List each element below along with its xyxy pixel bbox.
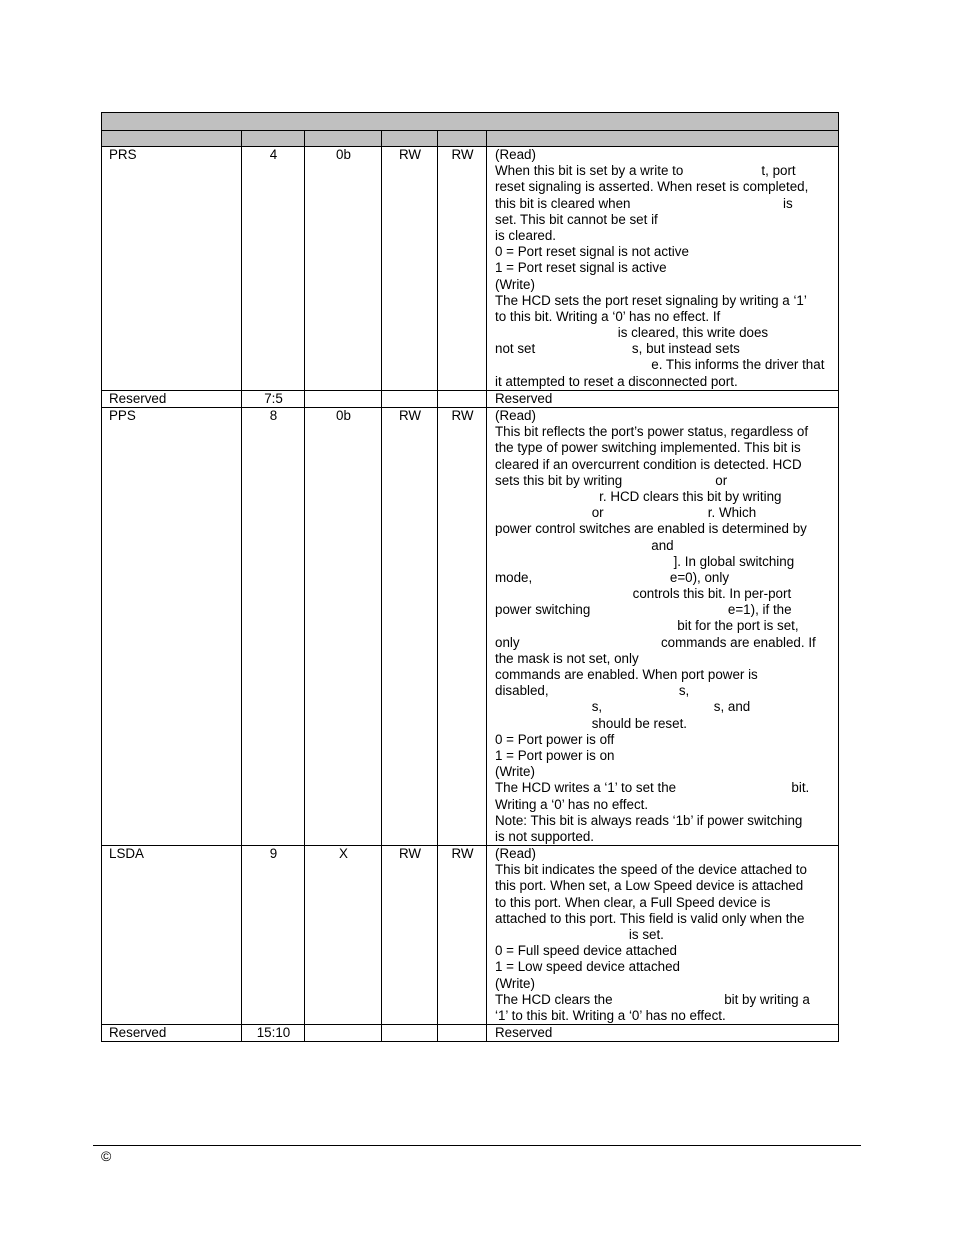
description-line: 0 = Port power is off [495, 731, 615, 747]
description-line: is cleared, this write does [495, 325, 769, 341]
description-line: r. HCD clears this bit by writing [495, 488, 782, 504]
description-line: Writing a ‘0’ has no effect. [495, 796, 649, 812]
default-cell: 0b [305, 408, 382, 846]
description-line: reset signaling is asserted. When reset is completed, [495, 179, 809, 195]
description-line: bit for the port is set, [495, 618, 799, 634]
table-row [102, 390, 839, 407]
description-line: The HCD sets the port reset signaling by writing a ‘1’ [495, 292, 807, 308]
description-line: Reserved [495, 390, 553, 406]
header-hc-access [382, 131, 438, 147]
hcd-access-cell: RW [438, 846, 487, 1025]
description-line: power switching e=1), if the [495, 602, 792, 618]
default-cell: X [305, 846, 382, 1025]
description-line: (Write) [495, 276, 535, 292]
description-line: or r. Which [495, 505, 757, 521]
table-row [102, 147, 839, 391]
bits-cell: 7:5 [242, 390, 305, 407]
field-name-cell: PRS [102, 147, 242, 391]
description-line: (Read) [495, 846, 536, 862]
bits-cell: 15:10 [242, 1025, 305, 1042]
description-line: Note: This bit is always reads ‘1b’ if power switching [495, 812, 803, 828]
description-line: attached to this port. This field is valid only when the [495, 910, 805, 926]
description-line: power control switches are enabled is determined by [495, 521, 807, 537]
description-line: the type of power switching implemented. This bit is [495, 440, 801, 456]
description-line: 1 = Port reset signal is active [495, 260, 667, 276]
description-line: ]. In global switching [495, 553, 795, 569]
bits-cell: 4 [242, 147, 305, 391]
description-line: When this bit is set by a write to t, port [495, 163, 796, 179]
hc-access-cell [382, 1025, 438, 1042]
field-name-cell: LSDA [102, 846, 242, 1025]
description-line: (Read) [495, 147, 536, 162]
field-name-cell: Reserved [102, 1025, 242, 1042]
description-cell [487, 1025, 839, 1042]
description-line: only commands are enabled. If [495, 634, 816, 650]
table-title-row [102, 113, 839, 131]
register-field-table [101, 112, 839, 1042]
table-row [102, 846, 839, 1025]
description-line: e. This informs the driver that [495, 357, 825, 373]
description-line: the mask is not set, only [495, 650, 639, 666]
footer-divider [93, 1145, 861, 1146]
description-line: is cleared. [495, 227, 557, 243]
footer-copyright: © [101, 1148, 112, 1164]
table-title [102, 113, 839, 131]
description-line: set. This bit cannot be set if [495, 211, 658, 227]
header-field [102, 131, 242, 147]
description-line: Reserved [495, 1025, 553, 1041]
table-header-row [102, 131, 839, 147]
default-cell [305, 1025, 382, 1042]
description-line: cleared if an overcurrent condition is detected. HCD [495, 456, 802, 472]
description-line: This bit reflects the port’s power status, regardless of [495, 424, 809, 440]
description-line: this port. When set, a Low Speed device is attached [495, 878, 804, 894]
bits-cell: 9 [242, 846, 305, 1025]
description-line: is set. [495, 927, 664, 943]
hc-access-cell: RW [382, 846, 438, 1025]
header-default [305, 131, 382, 147]
hcd-access-cell [438, 390, 487, 407]
description-line: 0 = Port reset signal is not active [495, 244, 689, 260]
description-line: (Write) [495, 975, 535, 991]
bits-cell: 8 [242, 408, 305, 846]
description-line: 1 = Port power is on [495, 747, 615, 763]
header-bits [242, 131, 305, 147]
default-cell: 0b [305, 147, 382, 391]
description-line: this bit is cleared when is [495, 195, 793, 211]
description-line: (Read) [495, 408, 536, 424]
description-line: commands are enabled. When port power is [495, 667, 758, 683]
description-line: should be reset. [495, 715, 688, 731]
description-line: and [495, 537, 674, 553]
description-line: to this port. When clear, a Full Speed device is [495, 894, 771, 910]
description-line: The HCD clears the bit by writing a [495, 991, 810, 1007]
default-cell [305, 390, 382, 407]
description-line: disabled, s, [495, 683, 690, 699]
header-description [487, 131, 839, 147]
header-hcd-access [438, 131, 487, 147]
description-line: The HCD writes a ‘1’ to set the bit. [495, 780, 810, 796]
description-line: 1 = Low speed device attached [495, 959, 680, 975]
field-name-cell: PPS [102, 408, 242, 846]
description-line: s, s, and [495, 699, 751, 715]
table-row [102, 408, 839, 846]
description-line: ‘1’ to this bit. Writing a ‘0’ has no effect. [495, 1007, 726, 1023]
description-line: to this bit. Writing a ‘0’ has no effect. If [495, 308, 721, 324]
hc-access-cell: RW [382, 408, 438, 846]
hcd-access-cell: RW [438, 147, 487, 391]
description-line: (Write) [495, 764, 535, 780]
hc-access-cell [382, 390, 438, 407]
description-cell [487, 846, 839, 1025]
hcd-access-cell: RW [438, 408, 487, 846]
hcd-access-cell [438, 1025, 487, 1042]
description-line: not set s, but instead sets [495, 341, 740, 357]
description-cell [487, 408, 839, 846]
table-row [102, 1025, 839, 1042]
description-line: it attempted to reset a disconnected port. [495, 373, 738, 389]
field-name-cell: Reserved [102, 390, 242, 407]
hc-access-cell: RW [382, 147, 438, 391]
description-line: 0 = Full speed device attached [495, 943, 678, 959]
description-line: This bit indicates the speed of the device attached to [495, 862, 807, 878]
description-line: sets this bit by writing or [495, 472, 728, 488]
description-line: controls this bit. In per-port [495, 586, 792, 602]
description-line: mode, e=0), only [495, 569, 730, 585]
description-cell [487, 390, 839, 407]
description-line: is not supported. [495, 828, 595, 844]
description-cell [487, 147, 839, 391]
